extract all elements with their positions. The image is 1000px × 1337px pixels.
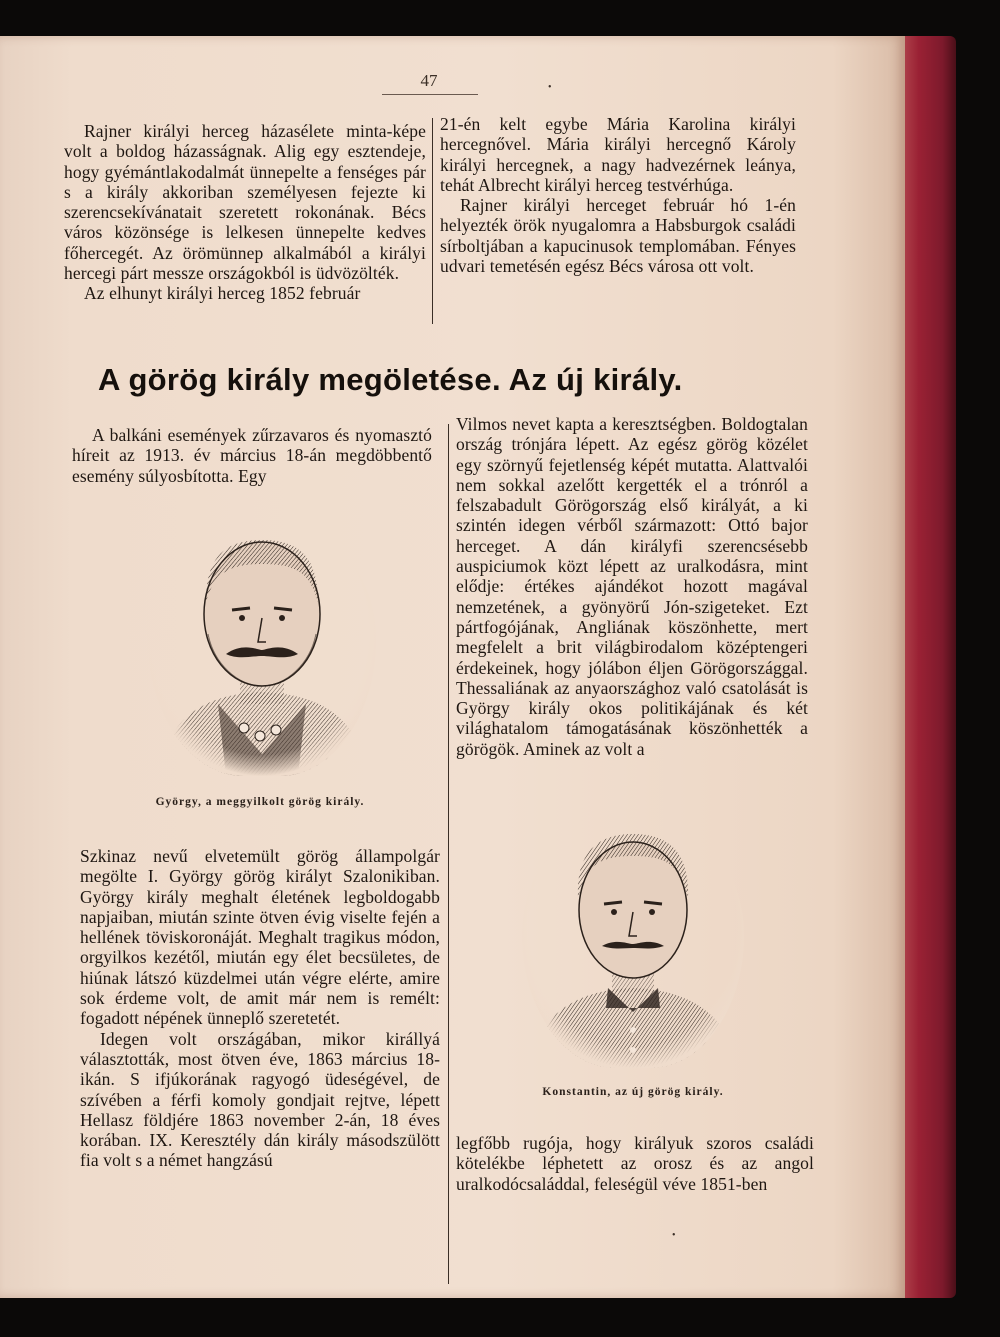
portrait-george: [148, 514, 376, 776]
paragraph: A balkáni események zűrzavaros és nyomasztó híreit az 1913. év március 18-án megdöbbentő esemény súlyosbította. Egy: [72, 425, 432, 486]
article-left-column: [80, 846, 440, 1171]
article-headline: A görög király megöletése. Az új király.: [98, 362, 683, 397]
column-divider: [448, 424, 449, 1284]
column-divider: [432, 118, 433, 324]
paragraph: Az elhunyt királyi herceg 1852 február: [84, 283, 361, 304]
paragraph: Rajner királyi herceget február hó 1-én helyezték örök nyugalomra a Habsburgok családi sírboltjában a kapucinusok templomában. Fényes udvari temetésén egész Bécs városa ott volt.: [440, 195, 796, 277]
engraved-portrait-icon: [148, 514, 376, 776]
page-number: 47: [420, 71, 438, 90]
top-right-column: [440, 114, 796, 276]
paragraph: Vilmos nevet kapta a keresztségben. Boldogtalan ország trónjára lépett. Az egész görög közélet egy szörnyű fejetlenség képét mutatta. Alattvalói nem sokkal azelőtt kergették el a trónról a felszabadult Görögország első királyát, a ki szintén idegen vérből származott: Ottó bajor herceget. A dán királyfi szerencsésebb auspiciumok közt lépett az uralkodásra, mint elődje: értékes ajándékot hozott magával nemzetének, a gyönyörű Jón-szigeteket. Ezt pártfogójának, Angliának köszönhette, mert megfelelt a brit világbirodalom középtengeri érdekeinek, hogy jólábon éljen Görögországgal. Thessaliának az anyaországhoz való csatolását is György király okos politikájának és két világhatalom támogatásának köszönhették a görögök. Aminek az volt a: [456, 414, 808, 759]
portrait-caption: Konstantin, az új görög király.: [542, 1086, 724, 1098]
paragraph: Rajner királyi herceg házasélete minta-képe volt a boldog házasságnak. Alig egy esztendeje, hogy gyémántlakodalmát ünnepelte a fenséges pár s a király akkoriban személyesen fejezte ki szerencsekívánatait szeretett rokonának. Bécs város közönsége is lelkesen ünnepelte kedves főhercegét. Az örömünnep alkalmából a királyi hercegi párt messze országokból is üdvözölték.: [64, 121, 426, 284]
engraved-portrait-icon: [522, 812, 744, 1068]
paragraph: 21-én kelt egybe Mária Karolina királyi hercegnővel. Mária királyi hercegnő Károly királyi hercegnek, a nagy hadvezérnek leánya, tehát Albrecht királyi herceg testvérhúga.: [440, 114, 796, 195]
portrait-konstantin: [522, 812, 744, 1068]
print-speck: •: [672, 1230, 676, 1241]
book-page: [0, 36, 905, 1298]
article-right-column: [456, 414, 808, 759]
paragraph: Szkinaz nevű elvetemült görög állampolgár megölte I. György görög királyt Szalonikiban. György király meghalt életének legboldogabb napjaiban, miután szinte ötven évig viselte fején a hellének töviskoronáját. Meghalt tragikus módon, orgyilkos kezétől, miután egy élet becsületes, de hiúnak látszó küzdelmei után végre elérte, amire sok érdeme volt, de amit már nem is remélt: fogadott népének ünneplő szeretetét.: [80, 846, 440, 1029]
article-intro: [72, 425, 432, 486]
paragraph: Idegen volt országában, mikor királlyá választották, most ötven éve, 1863 március 18-ikán. S ifjúkorának ragyogó üdeségével, de szívében a férfi komoly gondjait rejtve, lépett Hellasz földjére 1863 november 2-án, 18 éves korában. IX. Keresztély dán király másodszülött fia volt s a német hangzású: [80, 1028, 440, 1171]
article-right-column-end: [456, 1133, 814, 1194]
print-speck: •: [548, 82, 552, 93]
page-number-rule: [382, 94, 478, 95]
portrait-caption: György, a meggyilkolt görög király.: [155, 796, 365, 808]
top-left-column: [64, 121, 426, 304]
paragraph: legfőbb rugója, hogy királyuk szoros családi kötelékbe léphetett az orosz és az angol uralkodócsaláddal, feleségül véve 1851-ben: [456, 1133, 814, 1194]
